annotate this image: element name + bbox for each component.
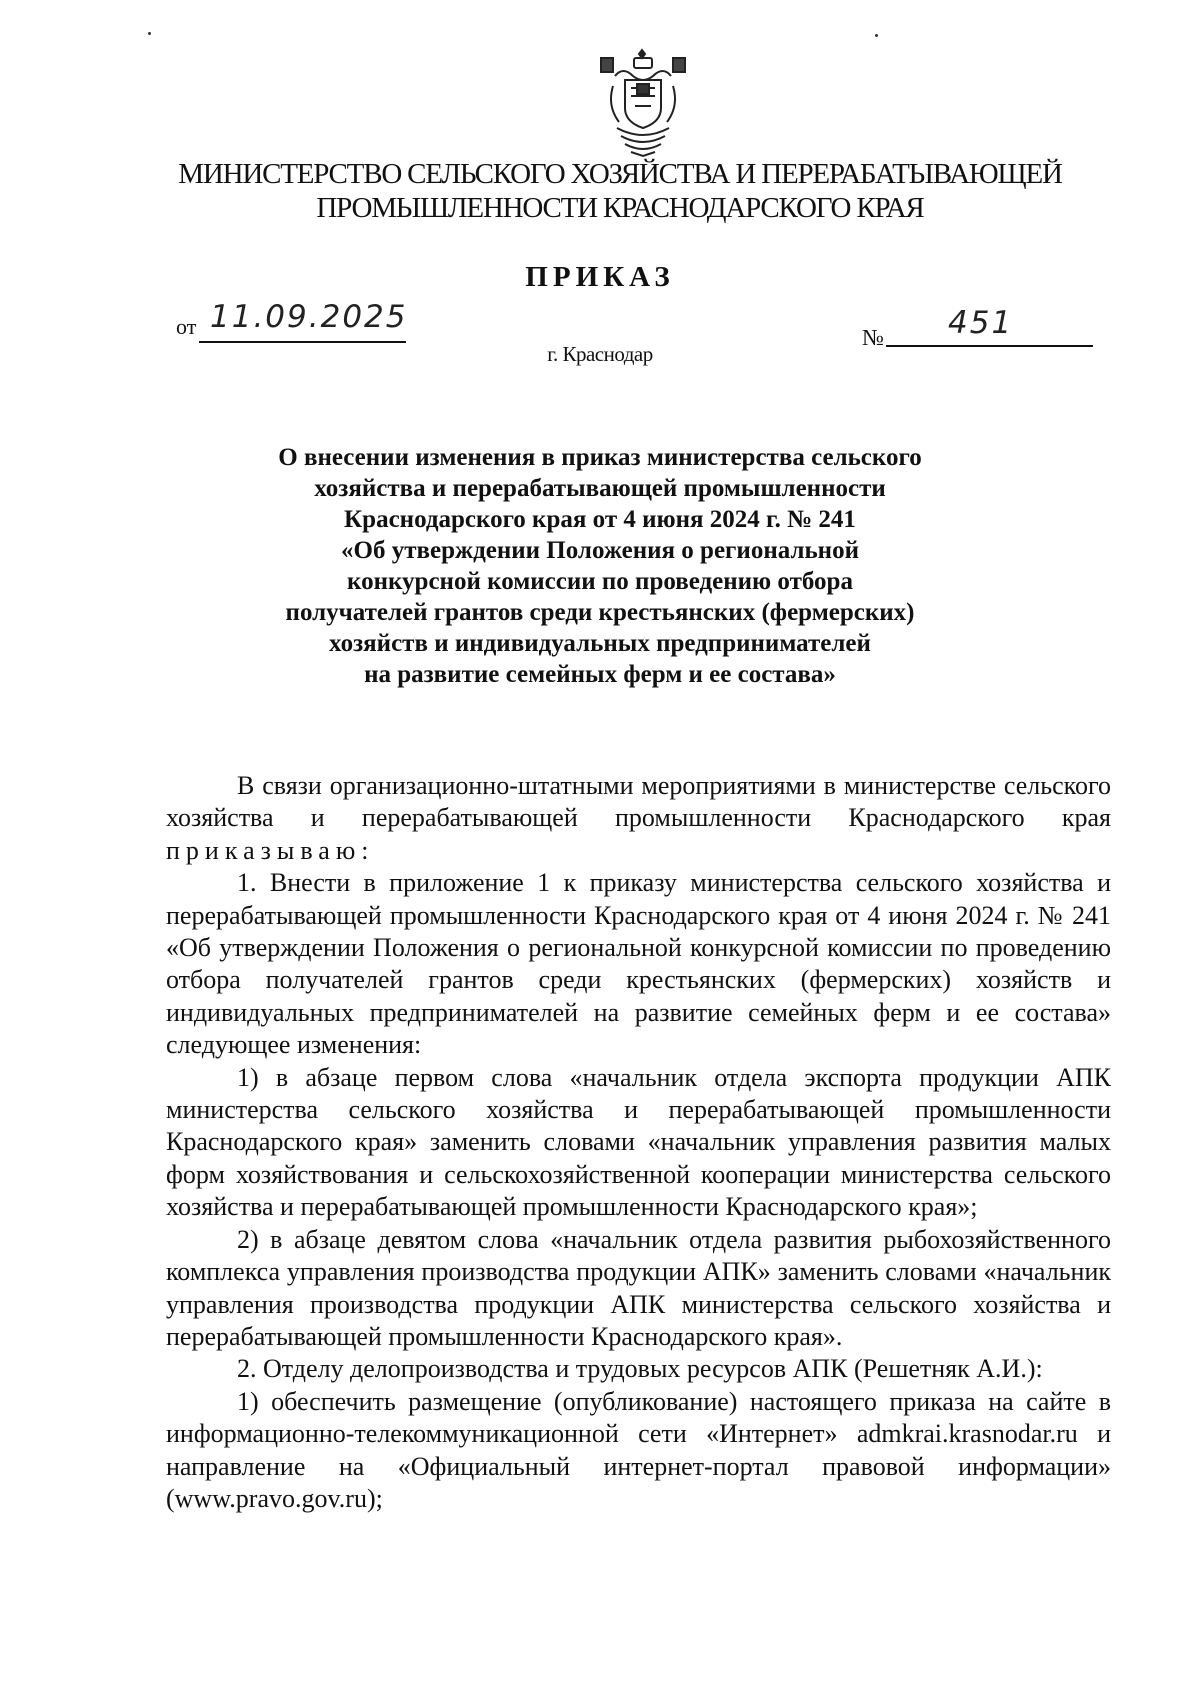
date-prefix: от: [176, 314, 197, 339]
item-2-1-paragraph: 1) обеспечить размещение (опубликование) настоящего приказа на сайте в информационно-телекоммуникационной сети «Интернет» admkrai.krasnodar.ru и направление на «Официальный интернет-портал правовой информации» (www.pravo.gov.ru);: [166, 1386, 1111, 1513]
ministry-name: [120, 157, 1120, 225]
subject-line: «Об утверждении Положения о региональной: [341, 537, 859, 564]
coat-of-arms-icon: [595, 48, 690, 158]
preamble-text: В связи организационно-штатными мероприятиями в министерстве сельского хозяйства и перерабатывающей промышленности Краснодарского края: [166, 771, 1111, 833]
subject-line: хозяйств и индивидуальных предпринимателей: [329, 630, 871, 657]
city-name: г. Краснодар: [547, 342, 653, 366]
document-type-title: ПРИКАЗ: [525, 261, 675, 293]
item-1-paragraph: 1. Внести в приложение 1 к приказу министерства сельского хозяйства и перерабатывающей промышленности Краснодарского края от 4 июня 2024 г. № 241 «Об утверждении Положения о региональной конкурсной комиссии по проведению отбора получателей грантов среди крестьянских (фермерских) хозяйств и индивидуальных предпринимателей на развитие семейных ферм и ее состава» следующее изменения:: [166, 868, 1111, 1060]
subject-line: получателей грантов среди крестьянских (фермерских): [285, 599, 915, 626]
handwritten-number: 451: [948, 305, 1014, 341]
preamble-paragraph: [166, 770, 1111, 867]
subject-line: конкурсной комиссии по проведению отбора: [347, 568, 853, 595]
order-body: [166, 770, 1111, 1515]
ministry-line-2: ПРОМЫШЛЕННОСТИ КРАСНОДАРСКОГО КРАЯ: [316, 192, 924, 224]
subject-line: хозяйства и перерабатывающей промышленности: [314, 475, 886, 502]
subject-line: О внесении изменения в приказ министерства сельского: [278, 444, 922, 471]
order-verb: приказываю:: [166, 835, 375, 865]
handwritten-date: 11.09.2025: [210, 299, 408, 335]
ministry-line-1: МИНИСТЕРСТВО СЕЛЬСКОГО ХОЗЯЙСТВА И ПЕРЕРАБАТЫВАЮЩЕЙ: [178, 158, 1062, 190]
subject-line: на развитие семейных ферм и ее состава»: [364, 661, 836, 688]
subject-line: Краснодарского края от 4 июня 2024 г. № 241: [344, 506, 856, 533]
order-subject: [200, 442, 1000, 690]
item-1-2-paragraph: 2) в абзаце девятом слова «начальник отдела развития рыбохозяйственного комплекса управления производства продукции АПК» заменить словами «начальник управления производства продукции АПК министерства сельского хозяйства и перерабатывающей промышленности Краснодарского края».: [166, 1224, 1111, 1351]
item-1-1-paragraph: 1) в абзаце первом слова «начальник отдела экспорта продукции АПК министерства сельского хозяйства и перерабатывающей промышленности Краснодарского края» заменить словами «начальник управления развития малых форм хозяйствования и сельскохозяйственной кооперации министерства сельского хозяйства и перерабатывающей промышленности Краснодарского края»;: [166, 1062, 1111, 1222]
scan-speck: [875, 34, 878, 37]
number-prefix: №: [862, 325, 884, 350]
scan-speck: [148, 32, 151, 35]
item-2-paragraph: 2. Отделу делопроизводства и трудовых ресурсов АПК (Решетняк А.И.):: [237, 1354, 1043, 1384]
